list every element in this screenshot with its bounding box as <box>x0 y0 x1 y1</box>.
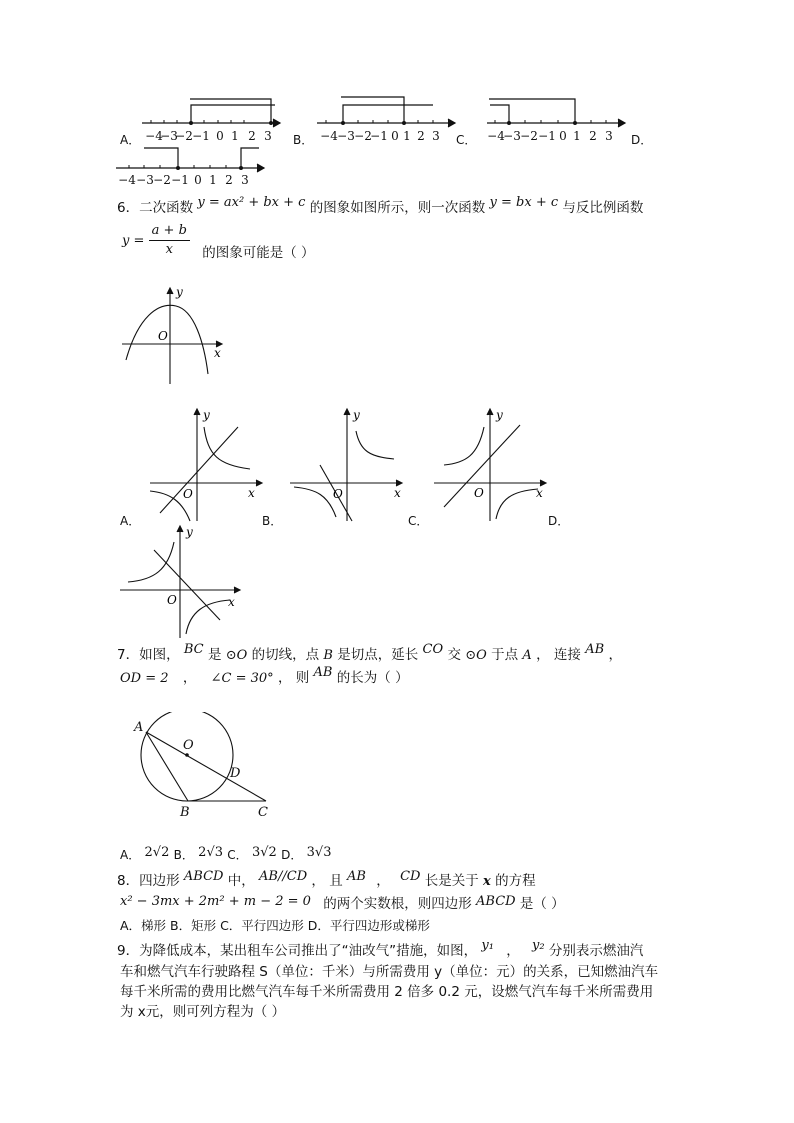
q6-suffix: 的图象可能是（ ） <box>202 244 315 261</box>
q8-parallel: AB//CD <box>259 869 308 884</box>
tick-label: −4 <box>145 129 163 143</box>
q6-parabola-figure <box>118 282 228 386</box>
q7-text: 的切线，点 <box>251 647 320 663</box>
q5-option-c-number-line <box>485 95 635 151</box>
tick-label: −3 <box>160 129 178 143</box>
q6-option-c-label: C． <box>408 514 429 528</box>
q6-option-b-graph <box>290 405 405 523</box>
q7-ab-2: AB <box>313 665 333 680</box>
label-b: B <box>180 805 190 820</box>
q7-point-a: A <box>522 648 532 663</box>
q7-circle-o: ⊙O <box>225 648 248 663</box>
axis-x-label: x <box>228 595 235 609</box>
q6-option-d-graph <box>120 522 245 640</box>
number-line-b-point-neg3 <box>341 121 345 125</box>
q7-line2 <box>120 665 409 688</box>
axis-x-label: x <box>536 486 543 500</box>
axis-x-label: x <box>248 486 255 500</box>
q9-y1: y₁ <box>481 938 494 953</box>
q7-option-b-value: 2√3 <box>198 845 223 860</box>
q7-option-d-label: D． <box>281 848 303 862</box>
tick-label: −2 <box>354 129 372 143</box>
q7-option-b-label: B． <box>173 848 194 862</box>
center-point <box>185 753 189 757</box>
q8-text: 的两个实数根，则四边形 <box>323 896 472 912</box>
q6-fraction-lhs: y = <box>122 233 145 249</box>
axis-y-label: y <box>496 408 503 422</box>
origin-label: O <box>474 486 484 500</box>
segment-ab <box>146 732 188 801</box>
q6-quadratic-eq: y = ax² + bx + c <box>197 195 306 210</box>
q6-option-d-label: D． <box>548 514 570 528</box>
tick-label: −4 <box>320 129 338 143</box>
q8-text: ， <box>376 873 390 889</box>
label-o: O <box>183 738 194 753</box>
axis-y-label: y <box>353 408 360 422</box>
q8-abcd-2: ABCD <box>476 894 516 909</box>
tick-label: −2 <box>153 173 171 187</box>
q8-line2 <box>120 895 565 914</box>
q9-text: ， <box>506 943 520 959</box>
hyperbola-branch-1 <box>128 542 174 582</box>
origin-label: O <box>167 593 177 607</box>
tick-label: 2 <box>417 129 425 143</box>
q7-text: 是切点，延长 <box>337 647 419 663</box>
q7-option-c-label: C． <box>227 848 248 862</box>
q7-line1 <box>117 642 622 665</box>
number-line-b-point-1 <box>402 121 406 125</box>
origin-label: O <box>333 487 343 501</box>
q5-option-d-label: D． <box>631 133 653 147</box>
q9-line3: 每千米所需的费用比燃气汽车每千米所需费用 2 倍多 0.2 元，设燃气汽车每千米所需费用 <box>120 984 654 1000</box>
q6-linear-eq: y = bx + c <box>489 195 559 210</box>
q9-line4: 为 x元，则可列方程为（ ） <box>120 1004 286 1020</box>
q8-x: x <box>483 874 491 889</box>
q9-y2: y₂ <box>532 938 545 953</box>
tick-label: −4 <box>118 173 136 187</box>
q7-text: ， 则 <box>277 670 310 686</box>
q6-prefix: 6．二次函数 <box>117 200 194 216</box>
hyperbola-branch-2 <box>496 489 538 519</box>
q7-circle-o-2: ⊙O <box>465 648 487 663</box>
q8-text: ， 且 <box>311 873 343 889</box>
linear-line <box>154 550 220 620</box>
tick-label: 1 <box>209 173 217 187</box>
tick-label: −2 <box>520 129 538 143</box>
q7-co: CO <box>422 642 444 657</box>
q7-text: 交 <box>447 647 461 663</box>
segment-ac <box>146 732 266 801</box>
q6-fraction-denominator: x <box>165 242 173 257</box>
tick-label: 1 <box>573 129 581 143</box>
origin-label: O <box>183 487 193 501</box>
origin-label: O <box>158 329 168 343</box>
q7-bc: BC <box>183 642 204 657</box>
q5-option-a-label: A． <box>120 133 141 147</box>
q7-option-d-value: 3√3 <box>306 845 332 860</box>
label-a: A <box>134 720 144 735</box>
q7-options <box>120 846 331 865</box>
q6-mid1: 的图象如图所示，则一次函数 <box>309 200 486 216</box>
q9-line1 <box>117 938 644 961</box>
number-line-c-point-1 <box>573 121 577 125</box>
tick-label: 3 <box>432 129 440 143</box>
axis-y-label: y <box>176 285 183 299</box>
tick-label: −3 <box>136 173 154 187</box>
q7-circle-figure <box>130 712 280 820</box>
q7-text: 是 <box>207 647 222 663</box>
q5-option-b-label: B． <box>293 133 314 147</box>
q8-options: A．梯形 B．矩形 C．平行四边形 D．平行四边形或梯形 <box>120 918 430 933</box>
tick-label: 0 <box>216 129 224 143</box>
q6-line1 <box>117 195 644 218</box>
q7-option-a-label: A． <box>120 848 141 862</box>
tick-label: −1 <box>538 129 556 143</box>
q7-text: 于点 <box>491 647 519 663</box>
label-c: C <box>258 805 268 820</box>
q7-point-b: B <box>323 648 333 663</box>
number-line-a-point-neg1 <box>189 121 193 125</box>
q7-text: ， <box>182 670 197 686</box>
tick-label: −4 <box>487 129 505 143</box>
q8-text: 中， <box>227 873 255 889</box>
axis-x-label: x <box>394 486 401 500</box>
tick-label: −1 <box>370 129 388 143</box>
hyperbola-branch-2 <box>186 600 230 634</box>
q8-equation: x² − 3mx + 2m² + m − 2 = 0 <box>120 894 311 909</box>
q6-option-b-label: B． <box>262 514 283 528</box>
tick-label: −1 <box>171 173 189 187</box>
tick-label: 2 <box>248 129 256 143</box>
label-d: D <box>230 766 241 781</box>
tick-label: −2 <box>175 129 193 143</box>
q7-angle-c: ∠C = 30° <box>210 671 274 686</box>
hyperbola-branch-1 <box>204 427 250 469</box>
number-line-d-point-3 <box>239 166 243 170</box>
hyperbola-branch-1 <box>444 427 484 465</box>
tick-label: −3 <box>503 129 521 143</box>
q6-option-a-label: A． <box>120 514 141 528</box>
tick-label: 0 <box>391 129 399 143</box>
number-line-c-point-neg3 <box>507 121 511 125</box>
q9-text: 9．为降低成本，某出租车公司推出了“油改气”措施，如图， <box>117 943 478 959</box>
q8-ab: AB <box>347 869 366 884</box>
q7-text: 7．如图， <box>117 647 180 663</box>
linear-line <box>160 427 238 513</box>
q6-fraction <box>149 222 190 259</box>
q5-option-b-number-line <box>315 95 465 151</box>
number-line-a-point-3 <box>269 121 273 125</box>
tick-label: 1 <box>403 129 411 143</box>
q6-line2 <box>122 222 315 261</box>
q7-text: ， <box>608 647 622 663</box>
number-line-a <box>142 99 280 127</box>
q8-text: 的方程 <box>495 873 536 889</box>
q8-line1 <box>117 869 536 891</box>
tick-label: 3 <box>605 129 613 143</box>
q5-option-c-label: C． <box>456 133 477 147</box>
q8-text: 长是关于 <box>424 873 479 889</box>
tick-label: 3 <box>264 129 272 143</box>
q9-text: 分别表示燃油汽 <box>548 943 644 959</box>
q7-ab: AB <box>585 642 605 657</box>
tick-label: 0 <box>194 173 202 187</box>
q6-fraction-numerator: a + b <box>149 222 190 241</box>
q8-abcd: ABCD <box>183 869 224 884</box>
axis-x-label: x <box>214 346 221 360</box>
q6-option-c-graph <box>434 405 549 523</box>
q6-option-a-graph <box>150 405 265 523</box>
tick-label: 2 <box>589 129 597 143</box>
axis-y-label: y <box>203 408 210 422</box>
hyperbola-branch-2 <box>294 487 336 517</box>
q5-option-d-number-line <box>116 142 266 188</box>
tick-label: −3 <box>337 129 355 143</box>
tick-label: 2 <box>225 173 233 187</box>
tick-label: −1 <box>192 129 210 143</box>
q9-line2: 车和燃气汽车行驶路程 S（单位：千米）与所需费用 y（单位：元）的关系，已知燃油汽车 <box>120 964 659 980</box>
tick-label: 0 <box>559 129 567 143</box>
q6-mid2: 与反比例函数 <box>562 200 644 216</box>
hyperbola-branch-1 <box>356 431 394 459</box>
q7-od-eq: OD = 2 <box>120 671 169 686</box>
tick-label: 3 <box>241 173 249 187</box>
q8-text: 8．四边形 <box>117 873 180 889</box>
q7-text: ， 连接 <box>536 647 581 663</box>
tick-label: 1 <box>231 129 239 143</box>
q7-option-a-value: 2√2 <box>144 845 170 860</box>
q8-cd: CD <box>400 869 421 884</box>
q7-text: 的长为（ ） <box>336 670 409 686</box>
number-line-d-point-neg1 <box>176 166 180 170</box>
q8-text: 是（ ） <box>519 896 565 912</box>
q7-option-c-value: 3√2 <box>251 845 277 860</box>
axis-y-label: y <box>186 525 193 539</box>
